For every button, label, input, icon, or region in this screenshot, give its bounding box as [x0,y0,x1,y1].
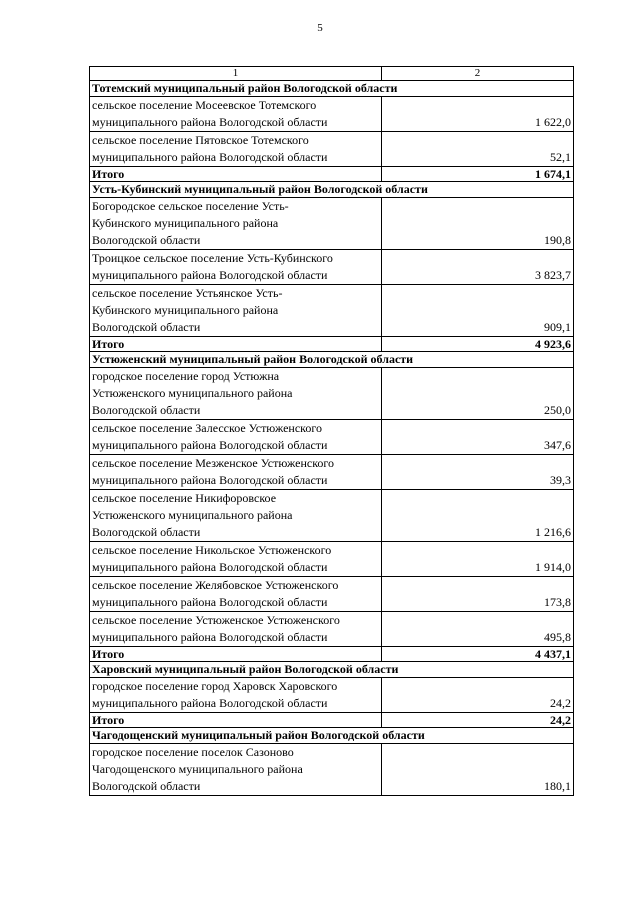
settlement-value: 173,8 [382,577,574,612]
settlement-value: 24,2 [382,678,574,713]
settlement-name: сельское поселение Никифоровское Устюженского муниципального района Вологодской области [90,490,382,542]
district-title: Тотемский муниципальный район Вологодской области [90,81,574,97]
page-number: 5 [317,22,323,34]
total-label: Итого [90,337,382,352]
district-total-row [90,337,574,352]
settlement-value: 1 622,0 [382,97,574,132]
settlement-value: 180,1 [382,744,574,796]
settlement-value: 3 823,7 [382,250,574,285]
settlement-name: сельское поселение Устьянское Усть- Кубинского муниципального района Вологодской области [90,285,382,337]
settlement-name: сельское поселение Пятовское Тотемского муниципального района Вологодской области [90,132,382,167]
column-header-1: 1 [90,67,382,81]
settlement-name: Троицкое сельское поселение Усть-Кубинского муниципального района Вологодской области [90,250,382,285]
settlement-name: городское поселение город Устюжна Устюженского муниципального района Вологодской области [90,368,382,420]
table-row [90,97,574,132]
settlement-name: сельское поселение Залесское Устюженского муниципального района Вологодской области [90,420,382,455]
table-row [90,250,574,285]
total-value: 4 923,6 [382,337,574,352]
allocation-table [89,66,574,796]
settlement-name: сельское поселение Никольское Устюженского муниципального района Вологодской области [90,542,382,577]
settlement-name: городское поселение город Харовск Харовского муниципального района Вологодской области [90,678,382,713]
district-heading-row [90,182,574,198]
table-row [90,132,574,167]
district-heading-row [90,728,574,744]
table-row [90,744,574,796]
settlement-name: городское поселение поселок Сазоново Чагодощенского муниципального района Вологодской области [90,744,382,796]
table-header-row [90,67,574,81]
table-row [90,420,574,455]
table-row [90,198,574,250]
district-heading-row [90,81,574,97]
total-label: Итого [90,647,382,662]
district-total-row [90,713,574,728]
total-value: 4 437,1 [382,647,574,662]
settlement-name: сельское поселение Мезженское Устюженского муниципального района Вологодской области [90,455,382,490]
district-title: Харовский муниципальный район Вологодской области [90,662,574,678]
settlement-value: 1 914,0 [382,542,574,577]
column-header-2: 2 [382,67,574,81]
district-title: Усть-Кубинский муниципальный район Вологодской области [90,182,574,198]
table-row [90,542,574,577]
settlement-name: Богородское сельское поселение Усть- Кубинского муниципального района Вологодской области [90,198,382,250]
settlement-value: 347,6 [382,420,574,455]
settlement-name: сельское поселение Желябовское Устюженского муниципального района Вологодской области [90,577,382,612]
settlement-name: сельское поселение Мосеевское Тотемского муниципального района Вологодской области [90,97,382,132]
table-row [90,577,574,612]
district-total-row [90,647,574,662]
table-row [90,612,574,647]
settlement-value: 52,1 [382,132,574,167]
total-value: 24,2 [382,713,574,728]
table-row [90,490,574,542]
district-heading-row [90,352,574,368]
table-row [90,678,574,713]
district-title: Устюженский муниципальный район Вологодской области [90,352,574,368]
settlement-value: 495,8 [382,612,574,647]
settlement-value: 190,8 [382,198,574,250]
settlement-value: 250,0 [382,368,574,420]
table-row [90,455,574,490]
table-row [90,285,574,337]
settlement-value: 1 216,6 [382,490,574,542]
total-value: 1 674,1 [382,167,574,182]
district-total-row [90,167,574,182]
settlement-name: сельское поселение Устюженское Устюженского муниципального района Вологодской области [90,612,382,647]
table-row [90,368,574,420]
settlement-value: 39,3 [382,455,574,490]
district-title: Чагодощенский муниципальный район Вологодской области [90,728,574,744]
total-label: Итого [90,713,382,728]
settlement-value: 909,1 [382,285,574,337]
table-body [90,67,574,796]
total-label: Итого [90,167,382,182]
district-heading-row [90,662,574,678]
